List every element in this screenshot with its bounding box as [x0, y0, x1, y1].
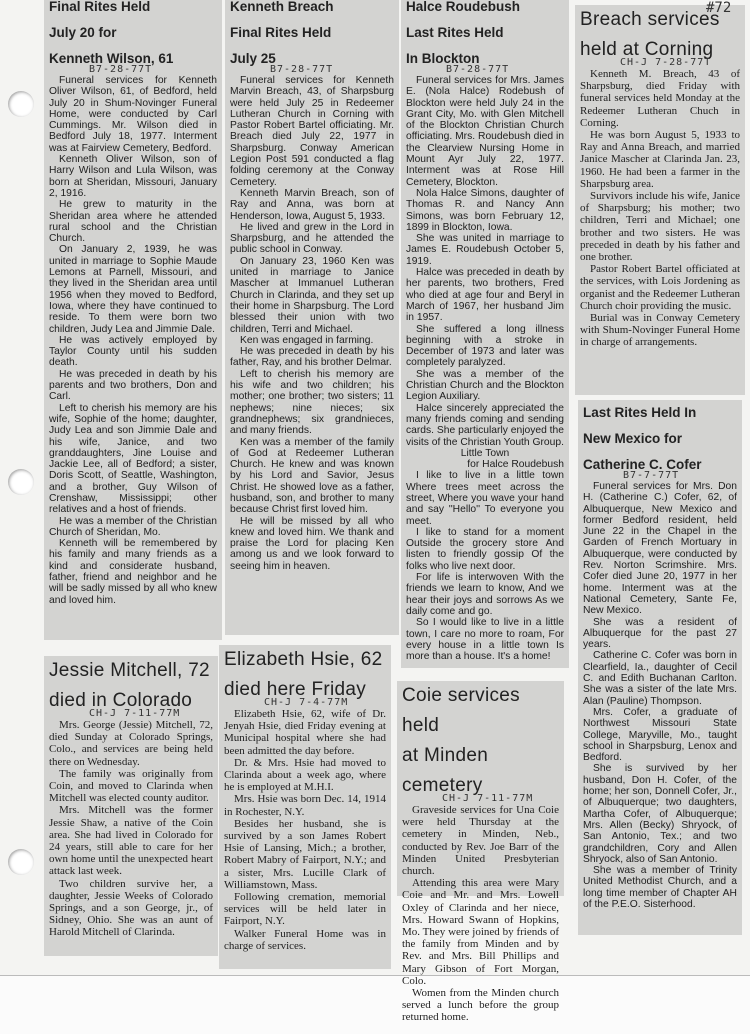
clipping-roudebush-obituary	[401, 0, 569, 668]
binder-hole	[8, 469, 34, 495]
paragraph: Left to cherish his memory are his wife and two children; his mother; one brother; two sisters; 11 nephews; nine nieces; six grandnephews; six grandnieces, and many friends.	[230, 368, 394, 437]
paragraph: Catherine C. Cofer was born in Clearfield, Ia., daughter of Cecil C. and Edith Buchanan Carlton. She was a sister of the late Mrs. Alan (Pauline) Thompson.	[583, 650, 737, 707]
headline-line: at Minden cemetery	[402, 745, 489, 796]
headline-line: Breach services	[580, 9, 720, 30]
paragraph: Funeral services for Mrs. James E. (Nola Halce) Rodebush of Blockton were held July 24 in the Grant City, Mo. with Glen Mitchell of the Blockton Christian Church officiating. Mrs. Roudebush died in the Clearview Nursing Home in Mount Ayr July 22, 1977. Interment was at Rose Hill Cemetery, Blockton.	[406, 75, 564, 188]
handwritten-date-note: CH-J 7-11-77M	[89, 708, 181, 719]
headline-line: Catherine C. Cofer	[583, 457, 702, 472]
handwritten-date-note: CH-J 7-28-77T	[620, 57, 712, 68]
paragraph: He was a member of the Christian Church of Sheridan, Mo.	[49, 515, 217, 538]
paragraph: Walker Funeral Home was in charge of services.	[224, 927, 386, 952]
headline-line: Jessie Mitchell, 72	[49, 660, 210, 681]
headline-line: Kenneth Breach	[230, 0, 334, 14]
paragraph: Funeral services for Kenneth Oliver Wilson, 61, of Bedford, held July 20 in Shum-Novinger Funeral Home, were conducted by Carl Cummings. Mr. Wilson died in Bedford July 18, 1977. Interment was at Fairview Cemetery, Bedford.	[49, 75, 217, 154]
headline-line: Kenneth Wilson, 61	[49, 51, 174, 66]
clipping-mitchell-obituary	[44, 656, 218, 956]
paragraph: Graveside services for Una Coie were held Thursday at the cemetery in Minden, Neb., conducted by Rev. Joe Barr of the Minden United Presbyterian church.	[402, 804, 559, 878]
clipping-breach-final-rites	[225, 0, 399, 635]
paragraph: She suffered a long illness beginning with a stroke in December of 1973 and later was completely paralyzed.	[406, 323, 564, 369]
binder-hole	[8, 91, 34, 117]
page-bottom-margin	[0, 975, 750, 1034]
paragraph: Two children survive her, a daughter, Jessie Weeks of Colorado Springs, and a son George, jr., of Sidney, Ohio. She was an aunt of Harold Mitchell of Clarinda.	[49, 877, 213, 939]
paragraph: Pastor Robert Bartel officiated at the services, with Lois Jordening as organist and the Redeemer Lutheran Church choir providing the music.	[580, 263, 740, 312]
paragraph: Burial was in Conway Cemetery with Shum-Novinger Funeral Home in charge of arrangements.	[580, 312, 740, 349]
handwritten-date-note: CH-J 7-11-77M	[442, 793, 534, 804]
paragraph: Women from the Minden church served a lunch before the group returned home.	[402, 987, 559, 1024]
paragraph: She was a member of Trinity United Methodist Church, and a long time member of Chapter AH of the P.E.O. Sisterhood.	[583, 865, 737, 910]
headline-line: Final Rites Held	[49, 0, 151, 14]
paragraph: Left to cherish his memory are his wife, Sophie of the home; daughter, Judy Lea and son Jimmie Dale and his wife, Janice, and two granddaughters, Jine Louise and Jackie Lee, all of Bedford; a sister, Doris Scott, of Seattle, Washington, and a brother, Guy Wilson of Crenshaw, Mississippi; other relatives and a host of friends.	[49, 402, 217, 516]
paragraph: Mrs. Cofer, a graduate of Northwest Missouri State College, Maryville, Mo., taught school in Sharpsburg, Lenox and Bedford.	[583, 706, 737, 764]
poem-title: Little Town	[460, 447, 510, 459]
headline-line: July 20 for	[49, 25, 117, 40]
paragraph: He will be missed by all who knew and loved him. We thank and praise the Lord for placing Ken among us and we look forward to seeing him in heaven.	[230, 515, 394, 572]
paragraph: Attending this area were Mary Coie and Mr. and Mrs. Lowell Oxley of Clarinda and her niece, Mrs. Howard Swann of Hopkins, Mo. They were joined by friends of the family from Minden and by Rev. and Mrs. Bill Phillips and Mary Gibson of Fort Morgan, Colo.	[402, 877, 559, 987]
paragraph: Mrs. Hsie was born Dec. 14, 1914 in Rochester, N.Y.	[224, 793, 386, 818]
handwritten-date-note: B7-28-77T	[89, 64, 153, 75]
paragraph: Halce sincerely appreciated the many friends coming and sending cards. She particularly enjoyed the visits of the Christian Youth Group.	[406, 402, 564, 448]
headline-line: In Blockton	[406, 51, 480, 66]
poem-stanza: For life is interwoven With the friends we learn to know, And we hear their joys and sorrows As we daily come and go.	[406, 572, 564, 617]
paragraph: He was preceded in death by his father, Ray, and his brother Delmar.	[230, 346, 394, 369]
headline-line: Last Rites Held In	[583, 405, 697, 420]
headline-line: July 25	[230, 51, 276, 66]
paragraph: She was a member of the Christian Church and the Blockton Legion Auxiliary.	[406, 368, 564, 403]
clipping-cofer-obituary	[578, 400, 742, 935]
paragraph: She was united in marriage to James E. Roudebush October 5, 1919.	[406, 233, 564, 267]
paragraph: She was a resident of Albuquerque for the past 27 years.	[583, 616, 737, 651]
paragraph: Kenneth Oliver Wilson, son of Harry Wilson and Lula Wilson, was born at Sheridan, Missouri, January 2, 1916.	[49, 154, 217, 199]
handwritten-date-note: B7-28-77T	[446, 64, 510, 75]
headline-line: died in Colorado	[49, 690, 193, 711]
paragraph: Dr. & Mrs. Hsie had moved to Clarinda about a week ago, where he is employed at M.H.I.	[224, 756, 386, 794]
clipping-wilson-obituary	[44, 0, 222, 640]
paragraph: On January 23, 1960 Ken was united in marriage to Janice Mascher at Immanuel Lutheran Church in Clarinda, and they set up their home in Sharpsburg. The Lord blessed their union with two children, Terri and Michael.	[230, 255, 394, 335]
headline-line: Final Rites Held	[230, 25, 332, 40]
clipping-hsie-obituary	[219, 645, 391, 969]
paragraph: Kenneth M. Breach, 43 of Sharpsburg, died Friday with funeral services held Monday at the Redeemer Lutheran Chuch in Corning.	[580, 68, 740, 129]
paragraph: Survivors include his wife, Janice of Sharpsburg; his mother; two children, Terri and Michael; one brother and two sisters. He was preceded in death by his father and one brother.	[580, 190, 740, 264]
handwritten-page-number: #72	[706, 0, 732, 16]
poem-stanza: I like to live in a little town Where trees meet across the street, Where you wave your hand and say ''Hello'' To everyone you meet.	[406, 470, 564, 527]
paragraph: On January 2, 1939, he was united in marriage to Sophie Maude Lemons at Parnell, Missouri, and they lived in the Sheridan area until 1956 when they moved to Bedford, Iowa, where they have continued to reside. To them were born two children, Judy Lea and Jimmie Dale.	[49, 244, 217, 335]
paragraph: Kenneth will be remembered by his family and many friends as a kind and considerate husband, father, friend and neighbor and he will be sadly missed by all who knew and loved him.	[49, 538, 217, 606]
paragraph: Funeral services for Kenneth Marvin Breach, 43, of Sharpsburg were held July 25 in Redeemer Lutheran Church in Corning with Pastor Robert Bartel officiating. Mr. Breach died July 22, 1977 in Sharpsburg. Conway American Legion Post 591 conducted a flag folding ceremony at the Conway Cemetery.	[230, 75, 394, 188]
paragraph: Halce was preceded in death by her parents, two brothers, Fred who died at age four and Beryl in March of 1967, her husband Jim in 1957.	[406, 267, 564, 324]
paragraph: She is survived by her husband, Don H. Cofer, of the home; her son, Donnell Cofer, Jr., of Albuquerque; two daughters, Martha Cofer, of Albuquerque; Mrs. Allen (Becky) Shryock, of San Antonio, Tex.; and two grandchildren, Cory and Allen Shryock, also of San Antonio.	[583, 763, 737, 865]
poem-stanza: I like to stand for a moment Outside the grocery store And listen to friendly gossip Of the folks who live next door.	[406, 526, 564, 572]
headline-line: New Mexico for	[583, 431, 683, 446]
paragraph: He was actively employed by Taylor County until his sudden death.	[49, 334, 217, 369]
poem-stanza: So I would like to live in a little town, I care no more to roam, For every house in a little town Is more than a house. It's a home!	[406, 617, 564, 663]
paragraph: Ken was engaged in farming.	[240, 334, 374, 346]
paragraph: He was born August 5, 1933 to Ray and Anna Breach, and married Janice Mascher at Clarinda Jan. 23, 1960. He had been a farmer in the Sharpsburg area.	[580, 129, 740, 190]
binder-hole	[8, 849, 34, 875]
paragraph: He was preceded in death by his parents and two brothers, Don and Carl.	[49, 368, 217, 403]
clipping-coie-services	[397, 681, 564, 1024]
paragraph: Funeral services for Mrs. Don H. (Catherine C.) Cofer, 62, of Albuquerque, New Mexico and former Bedford resident, held June 22 in the Chapel in the Garden of French Mortuary in Albuquerque, were conducted by Rev. Norton Scrimshire. Mrs. Cofer died June 20, 1977 in her home. Interment was at the National Cemetery, Sante Fe, New Mexico.	[583, 481, 737, 617]
headline-line: Last Rites Held	[406, 25, 504, 40]
handwritten-date-note: B7-7-77T	[623, 470, 680, 481]
paragraph: Kenneth Marvin Breach, son of Ray and Anna, was born at Henderson, Iowa, August 5, 1933.	[230, 187, 394, 222]
poem-dedication: for Halce Roudebush	[467, 459, 564, 471]
paragraph: Ken was a member of the family of God at Redeemer Lutheran Church. He knew and was known by his Lord and Savior, Jesus Christ. He showed love as a father, husband, son, and brother to many because Christ first loved him.	[230, 436, 394, 516]
paragraph: Mrs. George (Jessie) Mitchell, 72, died Sunday at Colorado Springs, Colo., and services are being held there on Wednesday.	[49, 719, 213, 768]
paragraph: He grew to maturity in the Sheridan area where he attended rural school and the Christian Church.	[49, 199, 217, 245]
headline-line: died here Friday	[224, 679, 367, 700]
paragraph: The family was originally from Coin, and moved to Clarinda when Mitchell was elected county auditor.	[49, 767, 213, 805]
headline-line: Elizabeth Hsie, 62	[224, 649, 383, 670]
paragraph: Nola Halce Simons, daughter of Thomas R. and Nancy Ann Simons, was born February 12, 1899 in Blockton, Iowa.	[406, 187, 564, 233]
headline-line: held at Corning	[580, 39, 714, 60]
paragraph: Elizabeth Hsie, 62, wife of Dr. Jenyah Hsie, died Friday evening at Municipal hospital where she had been admitted the day before.	[224, 708, 386, 757]
handwritten-date-note: B7-28-77T	[270, 64, 334, 75]
headline-line: Halce Roudebush	[406, 0, 521, 14]
paragraph: Following cremation, memorial services will be held later in Fairport, N.Y.	[224, 891, 386, 928]
handwritten-date-note: CH-J 7-4-77M	[264, 697, 349, 708]
paragraph: Besides her husband, she is survived by a son James Robert Hsie of Lansing, Mich.; a brother, Robert Mabry of Fairport, N.Y.; and a sister, Mrs. Lucille Clark of Williamstown, Mass.	[224, 817, 386, 891]
clipping-breach-corning	[575, 5, 745, 395]
headline-line: Coie services held	[402, 685, 520, 736]
paragraph: He lived and grew in the Lord in Sharpsburg, and he attended the public school in Conway.	[230, 221, 394, 256]
paragraph: Mrs. Mitchell was the former Jessie Shaw, a native of the Coin area. She had lived in Colorado for 24 years, still able to care for her own home until the unexpected heart attack last week.	[49, 804, 213, 878]
